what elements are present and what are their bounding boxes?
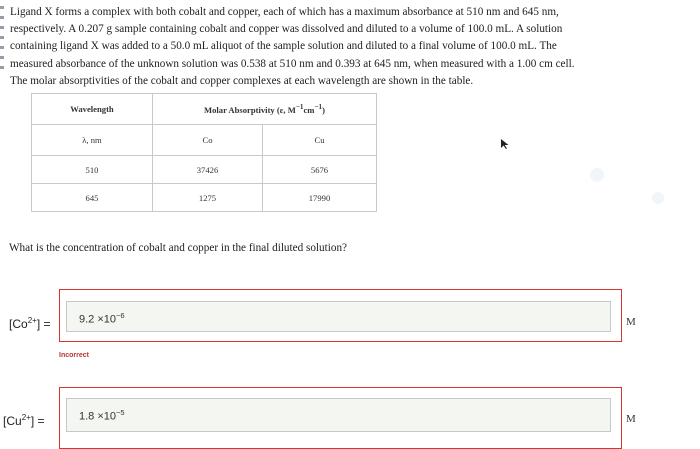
cu-label-open: [Cu [3, 414, 22, 428]
table-header-row [32, 94, 377, 125]
page-edge-marks [0, 6, 5, 76]
cu-label-close: ] = [30, 414, 45, 428]
problem-line: Ligand X forms a complex with both cobalt and copper, each of which has a maximum absorbance at 510 nm and 645 nm, [10, 6, 559, 18]
cu-answer-input[interactable] [66, 398, 611, 432]
co-answer-value [79, 311, 125, 326]
problem-line: containing ligand X was added to a 50.0 mL aliquot of the sample solution and diluted to a final volume of 100.0 mL. The [10, 40, 557, 53]
cu-answer-value [79, 408, 125, 423]
cell-cu: 17990 [263, 184, 377, 212]
cell-wavelength: 645 [32, 184, 153, 212]
co-exponent: −6 [116, 311, 125, 320]
header-absorptivity-exp1: −1 [295, 103, 304, 112]
screen-glare [652, 192, 664, 204]
subheader-co: Co [153, 125, 263, 156]
header-absorptivity-mid: cm [303, 104, 315, 115]
header-absorptivity-text: Molar Absorptivity (ε, M [203, 104, 296, 115]
co-mantissa: 9.2 ×10 [79, 313, 117, 326]
cu-label-charge: 2+ [21, 413, 31, 422]
question-text: What is the concentration of cobalt and copper in the final diluted solution? [9, 242, 348, 254]
cu-mantissa: 1.8 ×10 [79, 410, 117, 423]
subheader-cu: Cu [263, 125, 377, 156]
mouse-cursor-icon [500, 138, 510, 150]
cu-exponent: −5 [116, 408, 125, 417]
molar-absorptivity-table [31, 93, 377, 212]
subheader-lambda: λ, nm [32, 125, 153, 156]
problem-line: respectively. A 0.207 g sample containing cobalt and copper was dissolved and diluted to a volume of 100.0 mL. A solution [10, 23, 563, 36]
co-status-incorrect: Incorrect [59, 352, 89, 359]
cu-unit: M [626, 413, 636, 425]
co-answer-input[interactable] [66, 301, 611, 332]
co-label-open: [Co [9, 317, 28, 331]
co-label-charge: 2+ [27, 316, 37, 325]
header-absorptivity-exp2: −1 [314, 103, 323, 112]
problem-statement [10, 4, 690, 90]
header-molar-absorptivity [153, 94, 377, 125]
cell-wavelength: 510 [32, 156, 153, 184]
header-absorptivity-close: ) [322, 104, 325, 115]
cell-co: 1275 [153, 184, 263, 212]
problem-line: measured absorbance of the unknown solution was 0.538 at 510 nm and 0.393 at 645 nm, when measured with a 1.00 cm cell. [10, 57, 575, 70]
problem-line: The molar absorptivities of the cobalt and copper complexes at each wavelength are shown in the table. [10, 74, 474, 87]
co-label-close: ] = [36, 317, 51, 331]
co-answer-label [9, 316, 51, 331]
screen-glare [590, 168, 604, 182]
table-row [32, 156, 377, 184]
cell-cu: 5676 [263, 156, 377, 184]
cu-answer-label [3, 413, 45, 428]
table-row [32, 184, 377, 212]
table-subheader-row [32, 125, 377, 156]
cell-co: 37426 [153, 156, 263, 184]
co-unit: M [626, 316, 636, 328]
header-wavelength: Wavelength [32, 94, 153, 125]
